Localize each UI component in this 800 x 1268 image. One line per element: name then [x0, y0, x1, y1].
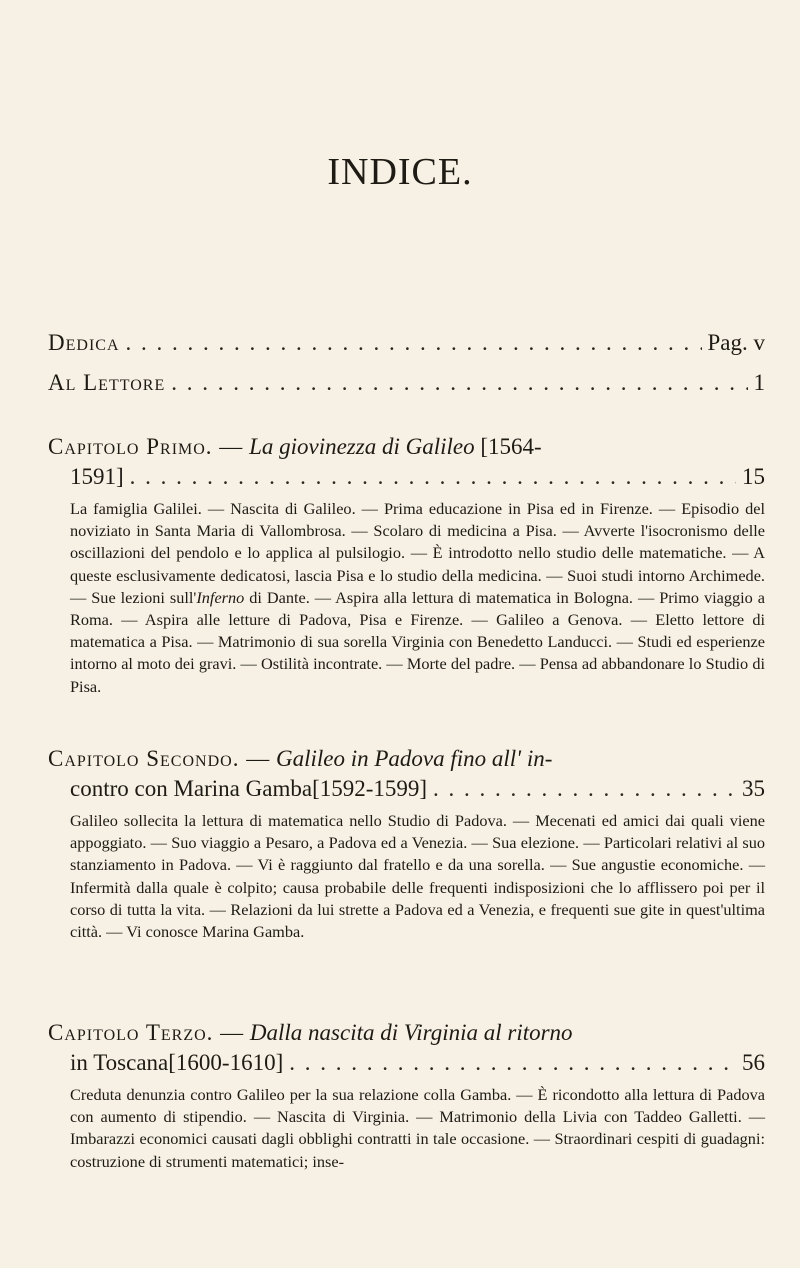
chapter-entry-1	[48, 432, 765, 698]
chapter-title: Dalla nascita di Virginia al ritorno	[249, 1020, 573, 1045]
chapter-heading: Capitolo Secondo. — Galileo in Padova fino all' in-	[48, 746, 553, 771]
chapter-heading: Capitolo Terzo. — Dalla nascita di Virginia al ritorno	[48, 1020, 573, 1045]
page-number: 35	[742, 776, 765, 801]
chapter-entry-2	[48, 744, 765, 943]
chapter-summary: La famiglia Galilei. — Nascita di Galileo. — Prima educazione in Pisa ed in Firenze. — Episodio del noviziato in Santa Maria di Vallombrosa. — Scolaro di medicina a Pisa. — Avverte l'isocronismo delle oscillazioni del pendolo e lo applica al pulsilogio. — È introdotto nello studio delle matematiche. — A queste esclusivamente dedicatosi, lascia Pisa e lo studio della medicina. — Suoi studi intorno Archimede. — Sue lezioni sull'Inferno di Dante. — Aspira alla lettura di matematica in Bologna. — Primo viaggio a Roma. — Aspira alle letture di Padova, Pisa e Firenze. — Galileo a Genova. — Eletto lettore di matematica a Pisa. — Matrimonio di sua sorella Virginia con Benedetto Landucci. — Studi ed esperienze intorno al moto dei gravi. — Ostilità incontrate. — Morte del padre. — Pensa ad abbandonare lo Studio di Pisa.	[70, 499, 765, 696]
dot-leader	[289, 1048, 736, 1078]
entry-label: Dedica	[48, 330, 120, 355]
dot-leader	[433, 774, 736, 804]
chapter-heading-line2: in Toscana [1600-1610] . . . 56	[48, 1048, 765, 1078]
chapter-summary: Galileo sollecita la lettura di matematica nello Studio di Padova. — Mecenati ed amici dai quali viene appoggiato. — Suo viaggio a Pesaro, a Padova ed a Venezia. — Sua elezione. — Particolari relativi al suo stanziamento in Padova. — Vi è raggiunto dal fratello e da una sorella. — Sue angustie economiche. — Infermità dalla quale è colpito; causa probabile delle frequenti indisposizioni che lo afflissero poi per il corso di tutta la vita. — Relazioni da lui strette a Padova ed a Venezia, e frequenti sue gite in quest'ultima città. — Vi conosce Marina Gamba.	[70, 811, 765, 942]
chapter-heading-line2: contro con Marina Gamba [1592-1599] . . . 35	[48, 774, 765, 804]
front-entry-dedica	[48, 330, 765, 356]
page-number: Pag. v	[707, 330, 765, 355]
chapter-heading-line2: 1591] . . . 15	[48, 462, 765, 492]
dot-leader	[126, 330, 702, 356]
chapter-title: Galileo in Padova fino all' in-	[275, 746, 553, 771]
chapter-summary: Creduta denunzia contro Galileo per la sua relazione colla Gamba. — È ricondotto alla lettura di Padova con aumento di stipendio. — Nascita di Virginia. — Matrimonio della Livia con Taddeo Galletti. — Imbarazzi economici causati dagli obblighi contratti in tale occasione. — Straordinari cespiti di guadagni: costruzione di strumenti matematici; inse-	[70, 1085, 765, 1171]
dot-leader	[171, 370, 747, 396]
dot-leader	[130, 462, 736, 492]
front-entry-lettore	[48, 370, 765, 396]
page-number: 56	[742, 1050, 765, 1075]
chapter-heading: Capitolo Primo. — La giovinezza di Galileo [1564-	[48, 434, 542, 459]
entry-label: Al Lettore	[48, 370, 166, 395]
page-number: 15	[742, 464, 765, 489]
chapter-entry-3	[48, 1018, 765, 1173]
page-title: INDICE.	[327, 151, 473, 193]
chapter-title: La giovinezza di Galileo	[249, 434, 475, 459]
page-number: 1	[753, 370, 765, 395]
